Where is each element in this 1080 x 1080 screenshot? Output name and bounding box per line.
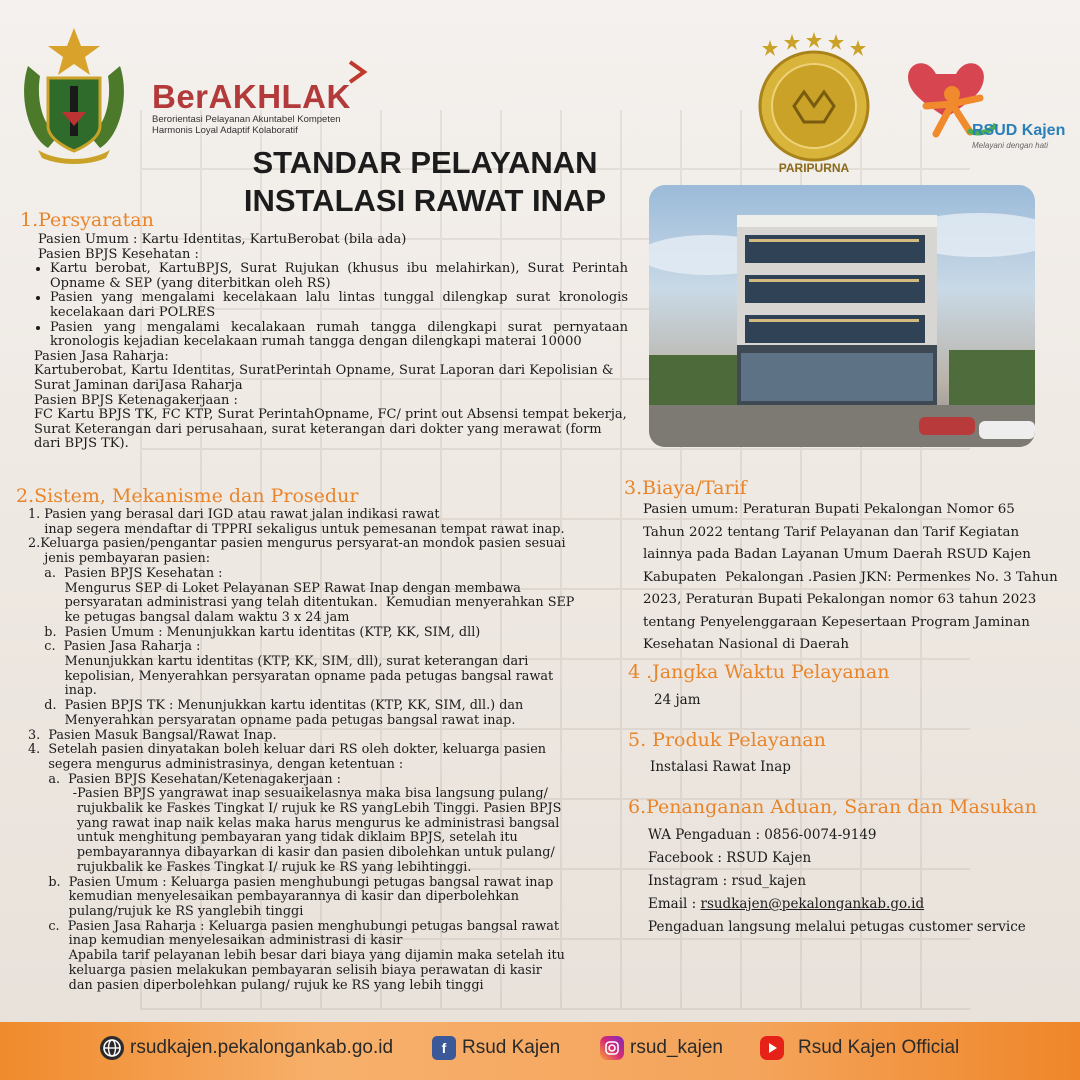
tariff-line: lainnya pada Badan Layanan Umum Daerah RSUD Kajen bbox=[643, 547, 1031, 562]
req-bpjs-item: • Pasien yang mengalami kecelakaan lalu lintas tunggal dilengkap surat kronologis kecelakaan dari POLRES bbox=[50, 291, 628, 320]
berakhlak-line1: Berorientasi Pelayanan Akuntabel Kompeten bbox=[152, 114, 341, 125]
procedure-line: untuk menghitung pembayaran yang tidak diklaim BPJS, setelah itu bbox=[28, 830, 518, 846]
procedure-line: pulang/rujuk ke RS yanglebih tinggi bbox=[28, 903, 304, 919]
procedure-line: pembayarannya dibayarkan di kasir dan pasien dibolehkan untuk pulang/ bbox=[28, 845, 555, 861]
tariff-line: 2023, Peraturan Bupati Pekalongan nomor 63 tahun 2023 bbox=[643, 592, 1037, 607]
complaint-wa: WA Pengaduan : 0856-0074-9149 bbox=[648, 827, 877, 843]
section-1-heading: 1.Persyaratan bbox=[20, 209, 154, 231]
req-tk-text: FC Kartu BPJS TK, FC KTP, Surat PerintahOpname, FC/ print out Absensi tempat bekerja, Surat Keterangan dari perusahaan, surat keterangan dari dokter yang merawat (form dari BPJS TK). bbox=[34, 407, 627, 452]
footer-instagram-label: rsud_kajen bbox=[630, 1037, 723, 1058]
procedure-line: 4. Setelah pasien dinyatakan boleh keluar dari RS oleh dokter, keluarga pasien bbox=[28, 742, 547, 758]
section-6-heading: 6.Penanganan Aduan, Saran dan Masukan bbox=[628, 796, 1037, 818]
complaint-facebook: Facebook : RSUD Kajen bbox=[648, 850, 812, 866]
kabupaten-emblem bbox=[18, 26, 130, 166]
section-4-heading: 4 .Jangka Waktu Pelayanan bbox=[628, 661, 890, 683]
instagram-icon bbox=[600, 1036, 624, 1060]
rsud-kajen-logo bbox=[896, 44, 1066, 164]
tariff-line: Kabupaten Pekalongan .Pasien JKN: Permenkes No. 3 Tahun bbox=[643, 569, 1058, 585]
procedure-line: b. Pasien Umum : Menunjukkan kartu identitas (KTP, KK, SIM, dll) bbox=[28, 624, 481, 640]
procedure-line: Apabila tarif pelayanan lebih besar dari biaya yang dijamin maka setelah itu bbox=[28, 948, 565, 964]
req-bpjs-item: • Pasien yang mengalami kecalakaan rumah tangga dilengkapi surat pernyataan kronologis kejadian kecelakaan rumah tangga dengan dilengkapi materai 10000 bbox=[50, 321, 628, 350]
berakhlak-logo bbox=[152, 78, 351, 136]
service-time: 24 jam bbox=[654, 692, 701, 708]
tariff-line: Kesehatan Nasional di Daerah bbox=[643, 637, 850, 652]
procedure-line: 2.Keluarga pasien/pengantar pasien mengurus persyarat-an mondok pasien sesuai bbox=[28, 536, 566, 552]
procedure-line: Mengurus SEP di Loket Pelayanan SEP Rawat Inap dengan membawa bbox=[28, 580, 521, 596]
procedure-line: kepolisian, Menyerahkan persyaratan opname pada petugas bangsal rawat bbox=[28, 668, 554, 684]
complaint-direct: Pengaduan langsung melalui petugas customer service bbox=[648, 919, 1026, 935]
procedure-line: Menyerahkan persyaratan opname pada petugas bangsal rawat inap. bbox=[28, 712, 516, 728]
footer-youtube[interactable] bbox=[760, 1036, 959, 1060]
footer-facebook[interactable] bbox=[432, 1036, 560, 1060]
procedure-line: ke petugas bangsal dalam waktu 3 x 24 jam bbox=[28, 609, 350, 625]
procedure-line: a. Pasien BPJS Kesehatan : bbox=[28, 565, 223, 581]
section-3-heading: 3.Biaya/Tarif bbox=[624, 477, 747, 499]
title-line2: INSTALASI RAWAT INAP bbox=[243, 183, 607, 218]
footer-youtube-label: Rsud Kajen Official bbox=[798, 1037, 960, 1058]
procedure-line: persyaratan administrasi yang telah ditentukan. Kemudian menyerahkan SEP bbox=[28, 595, 575, 611]
procedure-line: dan pasien diperbolehkan pulang/ rujuk ke RS yang lebih tinggi bbox=[28, 977, 484, 993]
rsud-tagline: Melayani dengan hati bbox=[972, 141, 1049, 150]
procedure-line: inap segera mendaftar di TPPRI sekaligus untuk pemesanan tempat rawat inap. bbox=[28, 521, 565, 537]
procedure-line: inap kemudian menyelesaikan administrasi di kasir bbox=[28, 933, 403, 949]
req-jr-label: Pasien Jasa Raharja: bbox=[34, 348, 169, 364]
req-tk-label: Pasien BPJS Ketenagakerjaan : bbox=[34, 392, 238, 408]
procedure-line: b. Pasien Umum : Keluarga pasien menghubungi petugas bangsal rawat inap bbox=[28, 874, 554, 890]
paripurna-seal bbox=[748, 30, 880, 180]
berakhlak-line2: Harmonis Loyal Adaptif Kolaboratif bbox=[152, 125, 298, 136]
youtube-icon bbox=[760, 1036, 784, 1060]
footer-website-label: rsudkajen.pekalongankab.go.id bbox=[130, 1037, 394, 1058]
facebook-icon: f bbox=[432, 1036, 456, 1060]
procedure-line: yang rawat inap naik kelas maka harus mengurus ke administrasi bangsal bbox=[28, 815, 560, 831]
req-jr-text: Kartuberobat, Kartu Identitas, SuratPerintah Opname, Surat Laporan dari Kepolisian & Surat Jaminan dariJasa Raharja bbox=[34, 363, 614, 393]
footer-website[interactable] bbox=[100, 1036, 393, 1060]
procedure-line: kemudian menyelesaikan pembayarannya di kasir dan diperbolehkan bbox=[28, 889, 520, 905]
berakhlak-chevron-icon bbox=[344, 58, 372, 90]
page-title bbox=[190, 144, 660, 220]
section-3-body bbox=[643, 499, 1073, 657]
footer-facebook-label: Rsud Kajen bbox=[462, 1037, 561, 1058]
procedure-line: segera mengurus administrasinya, dengan ketentuan : bbox=[28, 756, 404, 772]
section-2-body bbox=[28, 508, 628, 993]
req-bpjs-item: • Kartu berobat, KartuBPJS, Surat Rujukan (khusus ibu melahirkan), Surat Perintah Opname & SEP (yang diterbitkan oleh RS) bbox=[50, 262, 628, 291]
globe-icon bbox=[100, 1036, 124, 1060]
procedure-line: jenis pembayaran pasien: bbox=[28, 551, 211, 567]
service-product: Instalasi Rawat Inap bbox=[650, 759, 791, 775]
procedure-line: keluarga pasien melakukan pembayaran selisih biaya perawatan di kasir bbox=[28, 962, 542, 978]
rsud-name: RSUD Kajen bbox=[972, 122, 1066, 139]
req-bpjs-label: Pasien BPJS Kesehatan : bbox=[38, 246, 199, 262]
procedure-line: 3. Pasien Masuk Bangsal/Rawat Inap. bbox=[28, 727, 277, 743]
procedure-line: -Pasien BPJS yangrawat inap sesuaikelasnya maka bisa langsung pulang/ bbox=[28, 786, 548, 802]
section-5-heading: 5. Produk Pelayanan bbox=[628, 729, 826, 751]
req-umum: Pasien Umum : Kartu Identitas, KartuBerobat (bila ada) bbox=[38, 232, 407, 247]
email-link[interactable]: rsudkajen@pekalongankab.go.id bbox=[700, 896, 925, 912]
title-line1: STANDAR PELAYANAN bbox=[252, 145, 598, 180]
procedure-line: Menunjukkan kartu identitas (KTP, KK, SIM, dll), surat keterangan dari bbox=[28, 654, 529, 670]
section-2-heading: 2.Sistem, Mekanisme dan Prosedur bbox=[16, 485, 359, 507]
tariff-line: Pasien umum: Peraturan Bupati Pekalongan Nomor 65 bbox=[643, 502, 1015, 517]
hospital-building-photo bbox=[649, 185, 1035, 447]
procedure-line: rujukbalik ke Faskes Tingkat I/ rujuk ke RS yangLebih Tinggi. Pasien BPJS bbox=[28, 801, 562, 817]
procedure-line: 1. Pasien yang berasal dari IGD atau rawat jalan indikasi rawat bbox=[28, 507, 440, 522]
procedure-line: a. Pasien BPJS Kesehatan/Ketenagakerjaan : bbox=[28, 771, 341, 787]
complaint-email-row bbox=[648, 893, 924, 916]
procedure-line: d. Pasien BPJS TK : Menunjukkan kartu identitas (KTP, KK, SIM, dll.) dan bbox=[28, 698, 524, 714]
tariff-line: Tahun 2022 tentang Tarif Pelayanan dan Tarif Kegiatan bbox=[643, 524, 1020, 540]
procedure-line: c. Pasien Jasa Raharja : bbox=[28, 639, 201, 655]
section-1-body bbox=[34, 233, 628, 452]
berakhlak-title: BerAKHLAK bbox=[152, 78, 351, 115]
procedure-line: inap. bbox=[28, 683, 97, 699]
complaint-instagram: Instagram : rsud_kajen bbox=[648, 873, 807, 889]
procedure-line: rujukbalik ke Faskes Tingkat I/ rujuk ke RS yang lebihtinggi. bbox=[28, 859, 472, 875]
procedure-line: c. Pasien Jasa Raharja : Keluarga pasien menghubungi petugas bangsal rawat bbox=[28, 918, 559, 934]
paripurna-label: PARIPURNA bbox=[778, 161, 850, 175]
footer-instagram[interactable] bbox=[600, 1036, 723, 1060]
email-label: Email : bbox=[648, 896, 701, 912]
tariff-line: tentang Penyelenggaraan Kepesertaan Program Jaminan bbox=[643, 614, 1030, 630]
